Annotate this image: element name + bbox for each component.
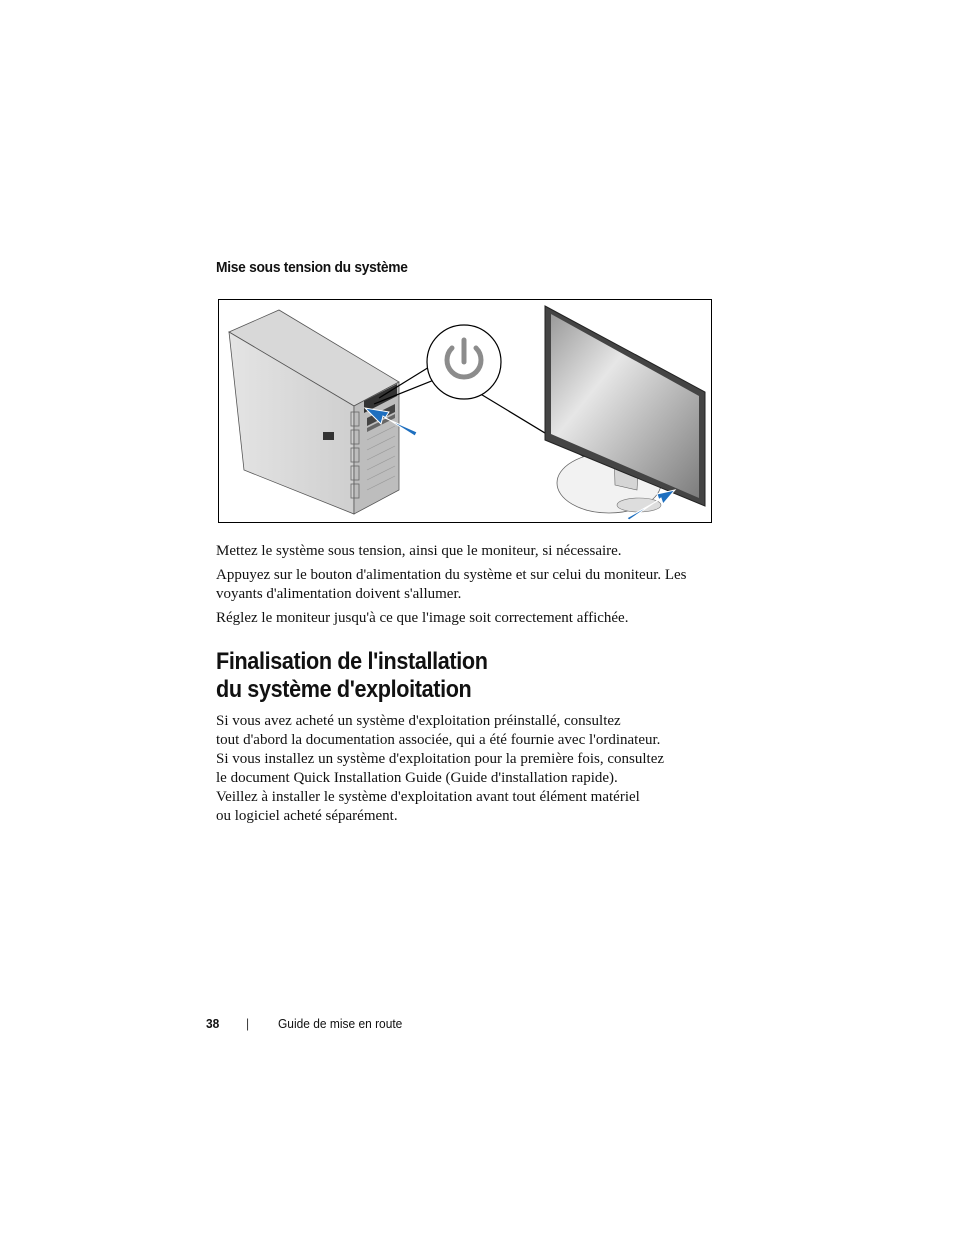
text-line: Veillez à installer le système d'exploitation avant tout élément matériel — [216, 789, 640, 805]
footer-separator: | — [246, 1016, 250, 1031]
monitor-icon — [545, 306, 705, 513]
paragraph-os-install — [216, 712, 716, 826]
paragraph-press-buttons: Appuyez sur le bouton d'alimentation du système et sur celui du moniteur. Les voyants d'alimentation doivent s'allumer. — [216, 567, 687, 602]
text-line: Si vous avez acheté un système d'exploitation préinstallé, consultez — [216, 713, 621, 729]
power-symbol-icon — [427, 325, 501, 399]
footer-guide-title: Guide de mise en route — [278, 1016, 403, 1031]
illustration-svg — [219, 300, 711, 522]
text-line: tout d'abord la documentation associée, qui a été fournie avec l'ordinateur. — [216, 732, 661, 748]
paragraph-power-on: Mettez le système sous tension, ainsi que le moniteur, si nécessaire. — [216, 543, 622, 559]
text-line: ou logiciel acheté séparément. — [216, 808, 398, 824]
power-on-illustration — [218, 299, 712, 523]
paragraph-adjust-monitor: Réglez le moniteur jusqu'à ce que l'image soit correctement affichée. — [216, 610, 629, 626]
text-line: le document Quick Installation Guide (Guide d'installation rapide). — [216, 770, 618, 786]
heading-line: du système d'exploitation — [216, 676, 472, 703]
section-subheading: Mise sous tension du système — [216, 259, 408, 276]
page-number: 38 — [206, 1016, 220, 1031]
section-heading — [216, 648, 488, 704]
heading-line: Finalisation de l'installation — [216, 648, 488, 675]
text-line: Si vous installez un système d'exploitation pour la première fois, consultez — [216, 751, 665, 767]
